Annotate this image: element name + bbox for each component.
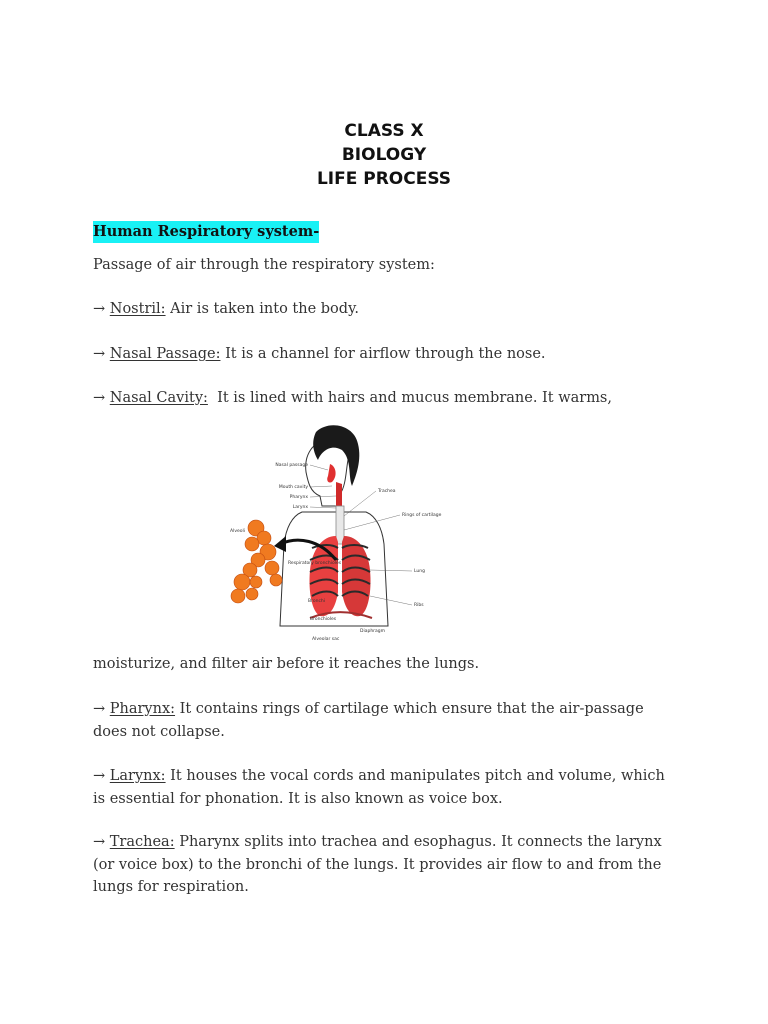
label-lung: Lung — [414, 569, 425, 574]
label-resp-bronchioles: Respiratory bronchioles — [288, 561, 342, 566]
term-nasal-cavity: Nasal Cavity: — [109, 390, 208, 406]
label-diaphragm: Diaphragm — [360, 629, 386, 634]
arrow-icon: → — [93, 301, 106, 317]
label-bronchi: Bronchi — [308, 599, 326, 604]
label-bronchioles: Bronchioles — [310, 617, 337, 622]
desc-trachea: Pharynx splits into trachea and esophagus. It connects the larynx (or voice box) to the bronchi of the lungs. It provides air flow to and from the lungs for respiration. — [93, 834, 662, 895]
label-ribs: Ribs — [414, 603, 424, 608]
term-nasal-passage: Nasal Passage: — [109, 346, 221, 362]
label-rings: Rings of cartilage — [402, 513, 442, 518]
item-trachea — [93, 831, 673, 899]
section-heading: Human Respiratory system- — [93, 221, 319, 243]
label-alveoli: Alveoli — [230, 529, 246, 534]
item-nasal-cavity — [93, 387, 673, 410]
arrow-icon: → — [93, 701, 106, 717]
title-chapter: LIFE PROCESS — [316, 169, 452, 189]
arrow-icon: → — [93, 390, 106, 406]
desc-larynx: It houses the vocal cords and manipulates pitch and volume, which is essential for phonation. It is also known as voice box. — [93, 768, 665, 807]
desc-nostril: Air is taken into the body. — [165, 301, 359, 317]
label-alveolar-sac: Alveolar sac — [312, 637, 340, 642]
label-nasal-passage: Nasal passage — [275, 463, 308, 468]
arrow-icon: → — [93, 346, 106, 362]
desc-nasal-passage: It is a channel for airflow through the nose. — [220, 346, 546, 362]
term-pharynx: Pharynx: — [109, 701, 176, 717]
term-larynx: Larynx: — [109, 768, 166, 784]
arrow-icon: → — [93, 834, 106, 850]
item-nostril — [93, 298, 673, 321]
nasal-cavity-continuation: moisturize, and filter air before it reaches the lungs. — [93, 656, 480, 672]
respiratory-system-diagram — [212, 420, 448, 644]
item-larynx — [93, 765, 673, 810]
item-nasal-passage — [93, 343, 673, 366]
arrow-icon: → — [93, 768, 106, 784]
item-pharynx — [93, 698, 673, 743]
desc-nasal-cavity: It is lined with hairs and mucus membrane. It warms, — [207, 390, 612, 406]
document-title — [0, 119, 768, 191]
label-pharynx: Pharynx — [289, 495, 308, 500]
intro-paragraph: Passage of air through the respiratory system: — [93, 257, 435, 273]
desc-pharynx: It contains rings of cartilage which ensure that the air-passage does not collapse. — [93, 701, 644, 740]
term-trachea: Trachea: — [109, 834, 175, 850]
label-larynx: Larynx — [292, 505, 308, 510]
term-nostril: Nostril: — [109, 301, 166, 317]
label-mouth-cavity: Mouth cavity — [278, 485, 308, 490]
label-trachea: Trachea — [378, 489, 396, 494]
title-class: CLASS X — [344, 121, 424, 141]
title-subject: BIOLOGY — [341, 145, 427, 165]
